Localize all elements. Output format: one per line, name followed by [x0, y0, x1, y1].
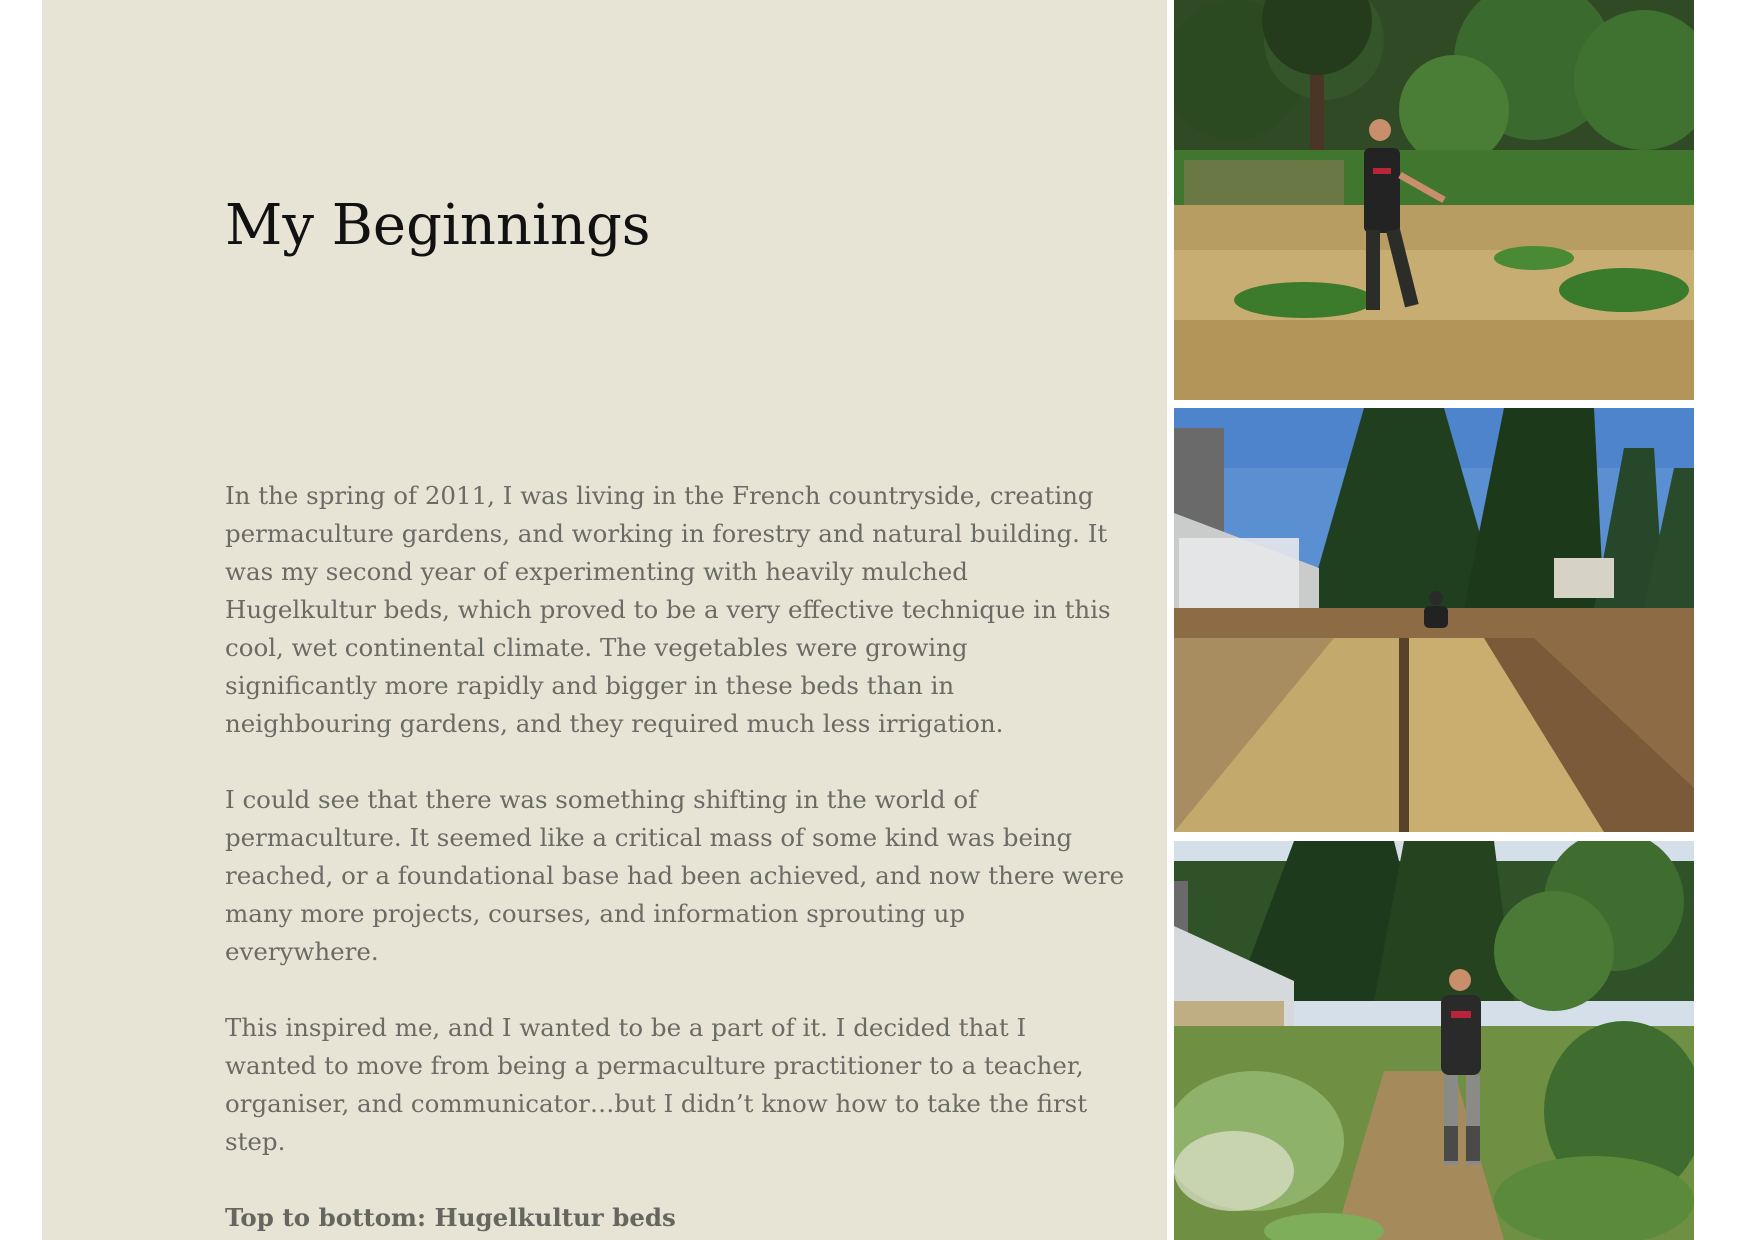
paragraph-1: In the spring of 2011, I was living in the French countryside, creating permaculture gardens, and working in forestry and natural building. It was my second year of experimenting with heavily mulched Hugelkultur beds, which proved to be a very effective technique in this cool, wet continental climate. The vegetables were growing significantly more rapidly and bigger in these beds than in neighbouring gardens, and they required much less irrigation. — [225, 481, 1111, 738]
text-panel — [42, 0, 1167, 1240]
photo-hugelkultur-bed-2 — [1174, 408, 1694, 832]
paragraph-3: This inspired me, and I wanted to be a part of it. I decided that I wanted to move from being a permaculture practitioner to a teacher, organiser, and communicator…but I didn’t know how to take the first step. — [225, 1013, 1088, 1156]
body-text — [225, 477, 1125, 1240]
photo-hugelkultur-bed-1 — [1174, 0, 1694, 400]
paragraph-2: I could see that there was something shifting in the world of permaculture. It seemed like a critical mass of some kind was being reached, or a foundational base had been achieved, and now there were many more projects, courses, and information sprouting up everywhere. — [225, 785, 1125, 966]
photo-caption: Top to bottom: Hugelkultur beds — [225, 1203, 676, 1232]
photo-hugelkultur-bed-3 — [1174, 841, 1694, 1240]
page-title: My Beginnings — [225, 193, 651, 258]
